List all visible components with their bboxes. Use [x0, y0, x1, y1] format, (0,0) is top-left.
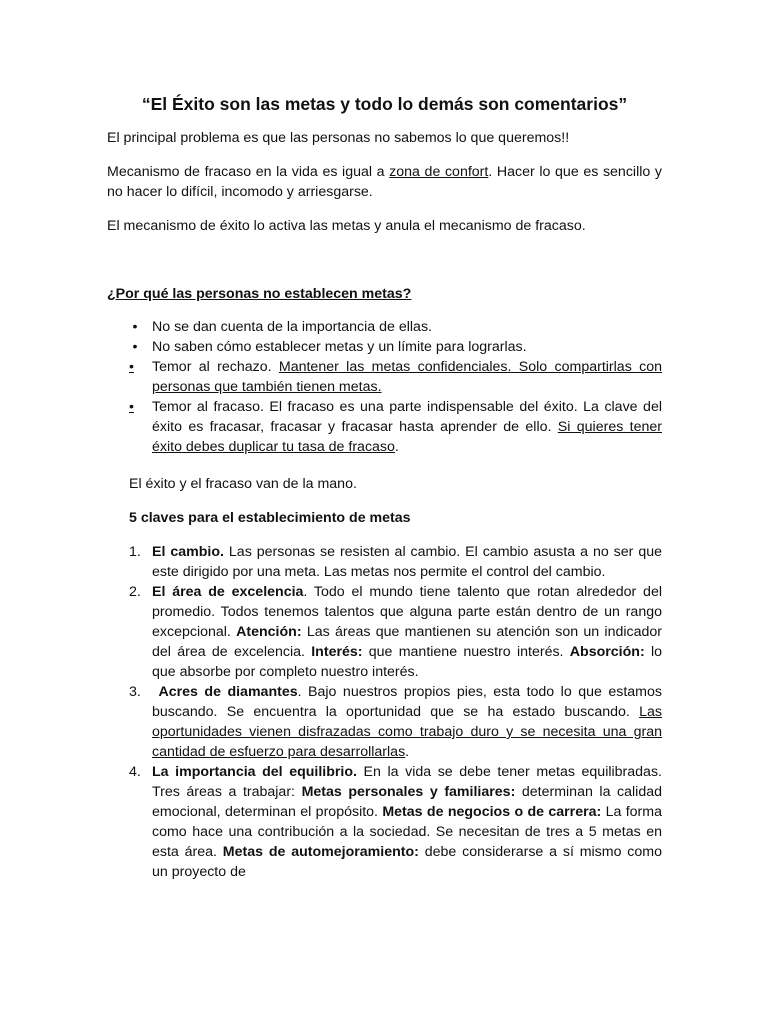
- page-title: “El Éxito son las metas y todo lo demás son comentarios”: [141, 94, 628, 114]
- section-heading-keys: 5 claves para el establecimiento de metas: [129, 510, 411, 526]
- list-item: • Temor al fracaso. El fracaso es una parte indispensable del éxito. La clave del éxito es fracasar, fracasar y fracasar hasta aprender de ello. Si quieres tener éxito debes duplicar tu tasa de fracaso.: [129, 399, 662, 455]
- bullet-icon: •: [129, 359, 134, 375]
- list-item: 2. El área de excelencia. Todo el mundo tiene talento que rotan alrededor del promedio. Todos tenemos talentos que alguna parte están dentro de un rango excepcional. Atención: Las áreas que mantienen su atención son un indicador del área de excelencia. Interés: que mantiene nuestro interés. Absorción: lo que absorbe por completo nuestro interés.: [129, 584, 663, 680]
- bullet-icon: •: [132, 319, 138, 335]
- keys-list: [107, 542, 662, 882]
- intro-paragraph-3: El mecanismo de éxito lo activa las metas y anula el mecanismo de fracaso.: [107, 218, 586, 234]
- comfort-zone-text: zona de confort: [389, 164, 489, 180]
- list-item: • No saben cómo establecer metas y un límite para lograrlas.: [107, 337, 662, 357]
- list-item: 1. El cambio. Las personas se resisten al cambio. El cambio asusta a no ser que este dirigido por una meta. Las metas nos permite el control del cambio.: [129, 544, 662, 580]
- bullet-icon: •: [132, 339, 138, 355]
- list-item: 4. La importancia del equilibrio. En la vida se debe tener metas equilibradas. Tres áreas a trabajar: Metas personales y familiares: determinan la calidad emocional, determinan el propósito. Metas de negocios o de carrera: La forma como hace una contribución a la sociedad. Se necesitan de tres a 5 metas en esta área. Metas de automejoramiento: debe considerarse a sí mismo como un proyecto de: [129, 764, 662, 880]
- success-failure-line: El éxito y el fracaso van de la mano.: [129, 476, 357, 492]
- intro-paragraph-2: Mecanismo de fracaso en la vida es igual a zona de confort. Hacer lo que es sencillo y no hacer lo difícil, incomodo y arriesgarse.: [107, 164, 662, 200]
- reasons-list: [107, 317, 662, 457]
- section-heading-why: ¿Por qué las personas no establecen metas?: [107, 286, 412, 302]
- list-item: 3. Acres de diamantes. Bajo nuestros propios pies, esta todo lo que estamos buscando. Se encuentra la oportunidad que se ha estado buscando. Las oportunidades vienen disfrazadas como trabajo duro y se necesita una gran cantidad de esfuerzo para desarrollarlas.: [129, 684, 662, 760]
- list-item: • Temor al rechazo. Mantener las metas confidenciales. Solo compartirlas con personas que también tienen metas.: [129, 359, 662, 395]
- intro-paragraph-1: El principal problema es que las personas no sabemos lo que queremos!!: [107, 130, 570, 146]
- list-item: • No se dan cuenta de la importancia de ellas.: [107, 317, 662, 337]
- bullet-icon: •: [129, 399, 134, 415]
